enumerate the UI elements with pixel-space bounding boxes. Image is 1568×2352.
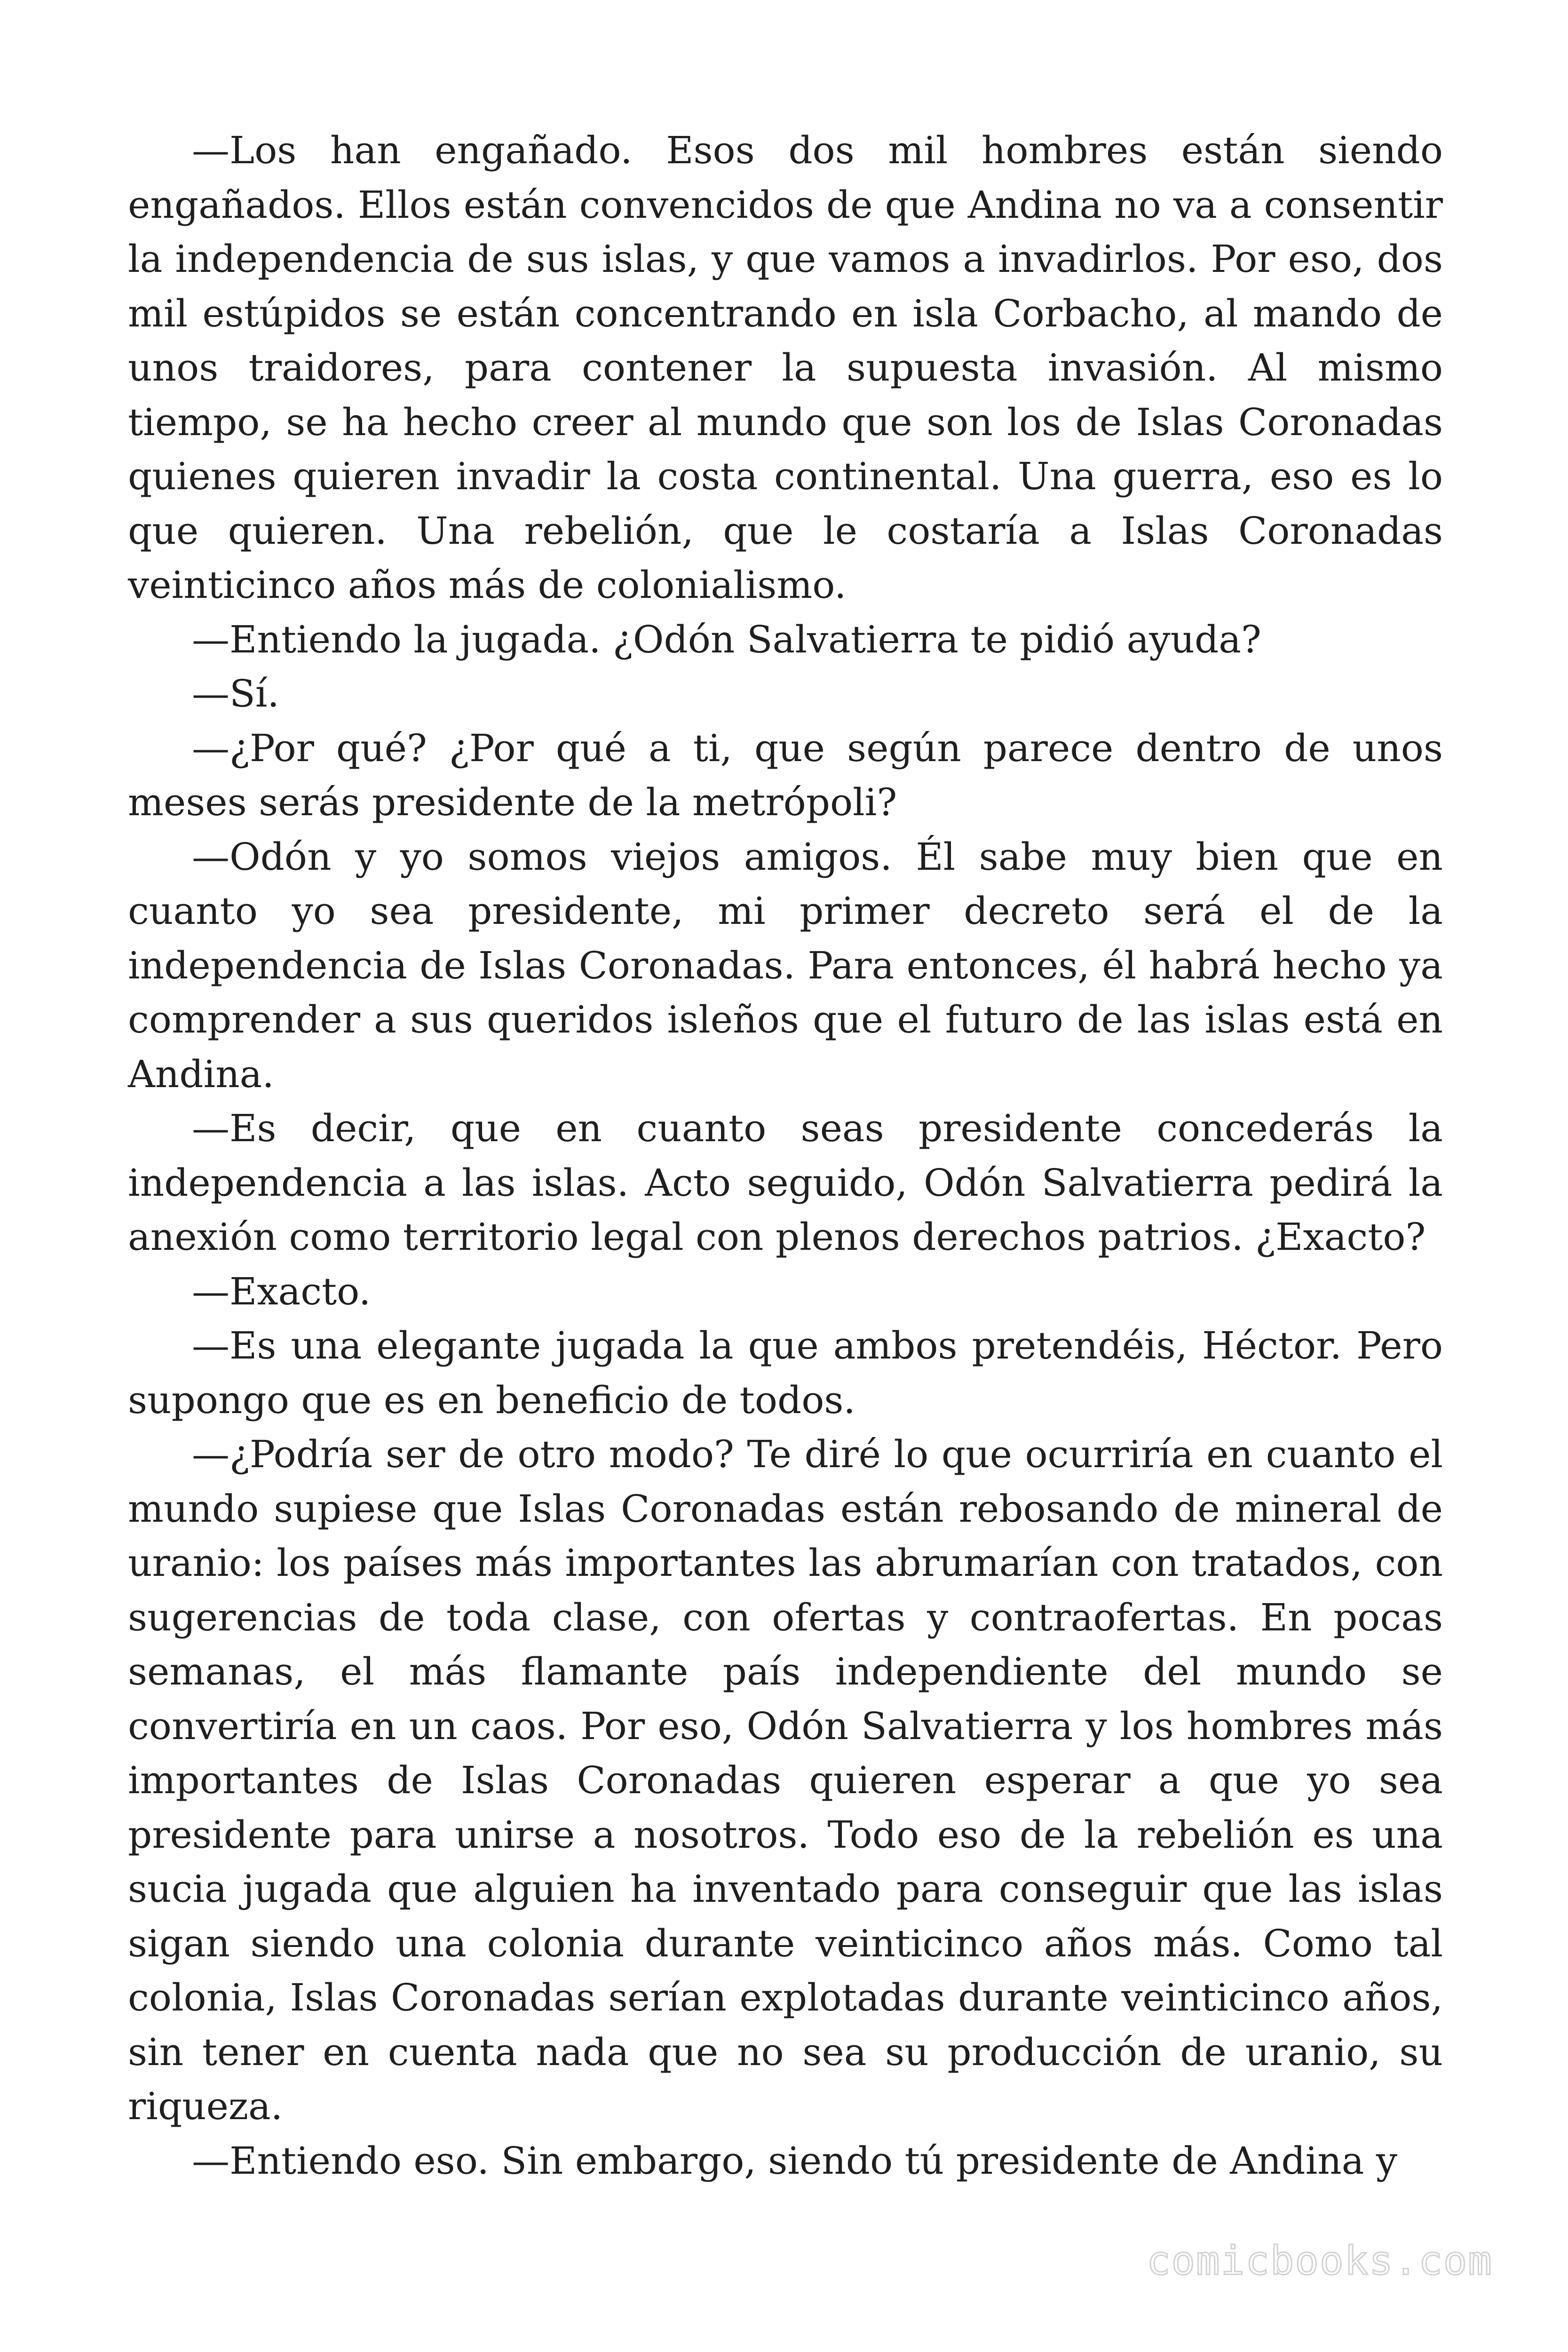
paragraph-5: —Odón y yo somos viejos amigos. Él sabe muy bien que en cuanto yo sea presidente, mi primer decreto será el de la independencia de Islas Coronadas. Para entonces, él habrá hecho ya comprender a sus queridos isleños que el futuro de las islas está en Andina. (128, 834, 1443, 1096)
paragraph-2: —Entiendo la jugada. ¿Odón Salvatierra te pidió ayuda? (192, 617, 1261, 661)
paragraph-8: —Es una elegante jugada la que ambos pretendéis, Héctor. Pero supongo que es en beneficio de todos. (128, 1324, 1443, 1422)
paragraph-3: —Sí. (192, 672, 279, 715)
paragraph-10: —Entiendo eso. Sin embargo, siendo tú presidente de Andina y (192, 2138, 1398, 2183)
watermark: comicbooks.com (1146, 2238, 1493, 2284)
paragraph-1: —Los han engañado. Esos dos mil hombres están siendo engañados. Ellos están convencidos de que Andina no va a consentir la independencia de sus islas, y que vamos a invadirlos. Por eso, dos mil estúpidos se están concentrando en isla Corbacho, al mando de unos traidores, para contener la supuesta invasión. Al mismo tiempo, se ha hecho creer al mundo que son los de Islas Coronadas quienes quieren invadir la costa continental. Una guerra, eso es lo que quieren. Una rebelión, que le costaría a Islas Coronadas veinticinco años más de colonialismo. (128, 128, 1443, 607)
paragraph-4: —¿Por qué? ¿Por qué a ti, que según parece dentro de unos meses serás presidente de la metrópoli? (128, 726, 1443, 824)
page-body (128, 123, 1443, 2188)
paragraph-9: —¿Podría ser de otro modo? Te diré lo que ocurriría en cuanto el mundo supiese que Islas Coronadas están rebosando de mineral de uranio: los países más importantes las abrumarían con tratados, con sugerencias de toda clase, con ofertas y contraofertas. En pocas semanas, el más flamante país independiente del mundo se convertiría en un caos. Por eso, Odón Salvatierra y los hombres más importantes de Islas Coronadas quieren esperar a que yo sea presidente para unirse a nosotros. Todo eso de la rebelión es una sucia jugada que alguien ha inventado para conseguir que las islas sigan siendo una colonia durante veinticinco años más. Como tal colonia, Islas Coronadas serían explotadas durante veinticinco años, sin tener en cuenta nada que no sea su producción de uranio, su riqueza. (128, 1432, 1443, 2128)
paragraph-6: —Es decir, que en cuanto seas presidente concederás la independencia a las islas. Acto seguido, Odón Salvatierra pedirá la anexión como territorio legal con plenos derechos patrios. ¿Exacto? (128, 1106, 1443, 1259)
paragraph-7: —Exacto. (192, 1269, 371, 1313)
